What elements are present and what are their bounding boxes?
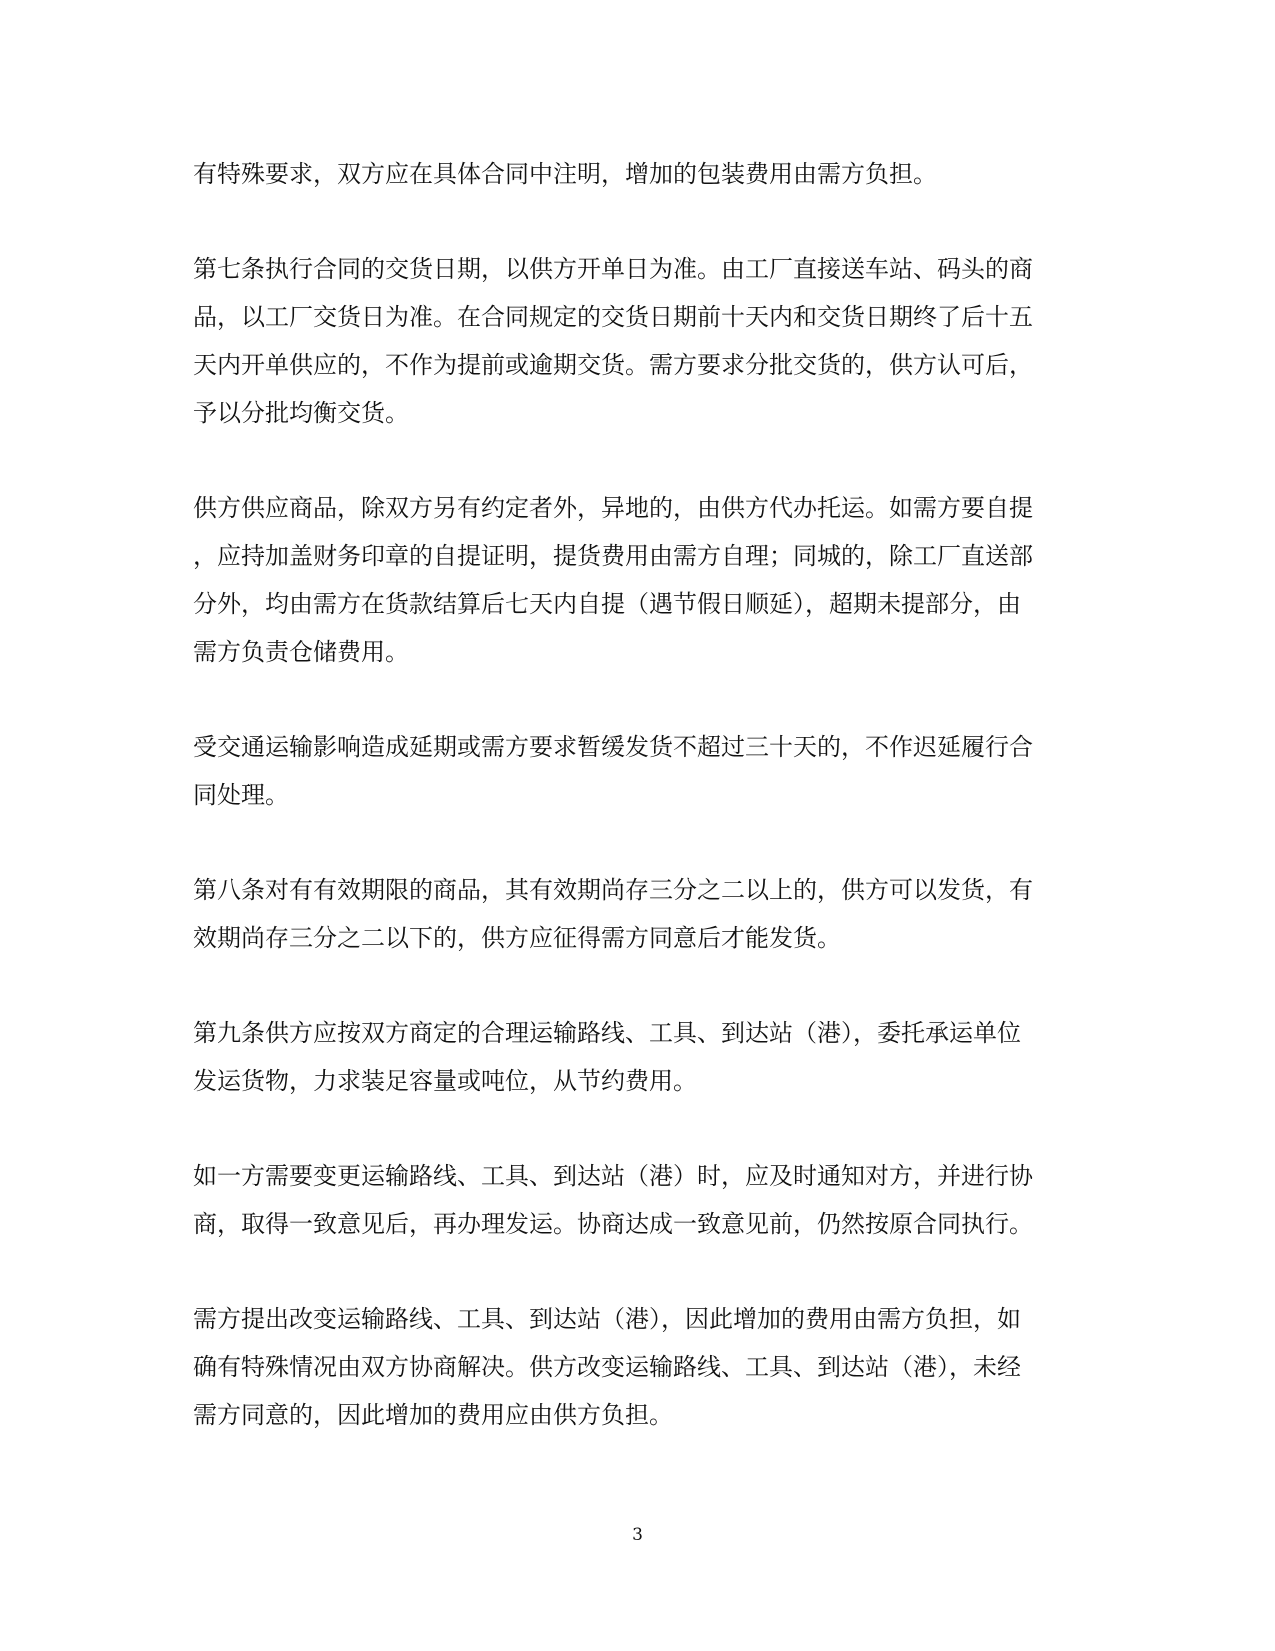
text-line: 第九条供方应按双方商定的合理运输路线、工具、到达站（港），委托承运单位 <box>193 1019 1021 1047</box>
text-line: 需方同意的，因此增加的费用应由供方负担。 <box>193 1401 673 1429</box>
paragraph-2 <box>193 245 1083 437</box>
text-line: 效期尚存三分之二以下的，供方应征得需方同意后才能发货。 <box>193 924 841 952</box>
paragraph-4 <box>193 723 1083 819</box>
text-line: 需方负责仓储费用。 <box>193 638 409 666</box>
text-line: 品，以工厂交货日为准。在合同规定的交货日期前十天内和交货日期终了后十五 <box>193 303 1033 331</box>
text-line: 供方供应商品，除双方另有约定者外，异地的，由供方代办托运。如需方要自提 <box>193 494 1033 522</box>
text-line: 第八条对有有效期限的商品，其有效期尚存三分之二以上的，供方可以发货，有 <box>193 876 1033 904</box>
text-line: ，应持加盖财务印章的自提证明，提货费用由需方自理；同城的，除工厂直送部 <box>193 542 1033 570</box>
text-line: 需方提出改变运输路线、工具、到达站（港），因此增加的费用由需方负担，如 <box>193 1305 1021 1333</box>
paragraph-6 <box>193 1009 1083 1105</box>
text-line: 确有特殊情况由双方协商解决。供方改变运输路线、工具、到达站（港），未经 <box>193 1353 1021 1381</box>
text-line: 有特殊要求，双方应在具体合同中注明，增加的包装费用由需方负担。 <box>193 160 937 188</box>
paragraph-1 <box>193 150 1083 198</box>
text-line: 商，取得一致意见后，再办理发运。协商达成一致意见前，仍然按原合同执行。 <box>193 1210 1033 1238</box>
paragraph-5 <box>193 866 1083 962</box>
paragraph-7 <box>193 1152 1083 1248</box>
page-number: 3 <box>632 1525 643 1545</box>
text-line: 发运货物，力求装足容量或吨位，从节约费用。 <box>193 1067 697 1095</box>
text-line: 予以分批均衡交货。 <box>193 399 409 427</box>
paragraph-3 <box>193 484 1083 676</box>
text-line: 天内开单供应的，不作为提前或逾期交货。需方要求分批交货的，供方认可后， <box>193 351 1033 379</box>
document-body <box>193 150 1083 1439</box>
text-line: 分外，均由需方在货款结算后七天内自提（遇节假日顺延），超期未提部分，由 <box>193 590 1021 618</box>
text-line: 受交通运输影响造成延期或需方要求暂缓发货不超过三十天的，不作迟延履行合 <box>193 733 1033 761</box>
text-line: 如一方需要变更运输路线、工具、到达站（港）时，应及时通知对方，并进行协 <box>193 1162 1033 1190</box>
paragraph-8 <box>193 1295 1083 1439</box>
text-line: 第七条执行合同的交货日期，以供方开单日为准。由工厂直接送车站、码头的商 <box>193 255 1033 283</box>
text-line: 同处理。 <box>193 781 289 809</box>
